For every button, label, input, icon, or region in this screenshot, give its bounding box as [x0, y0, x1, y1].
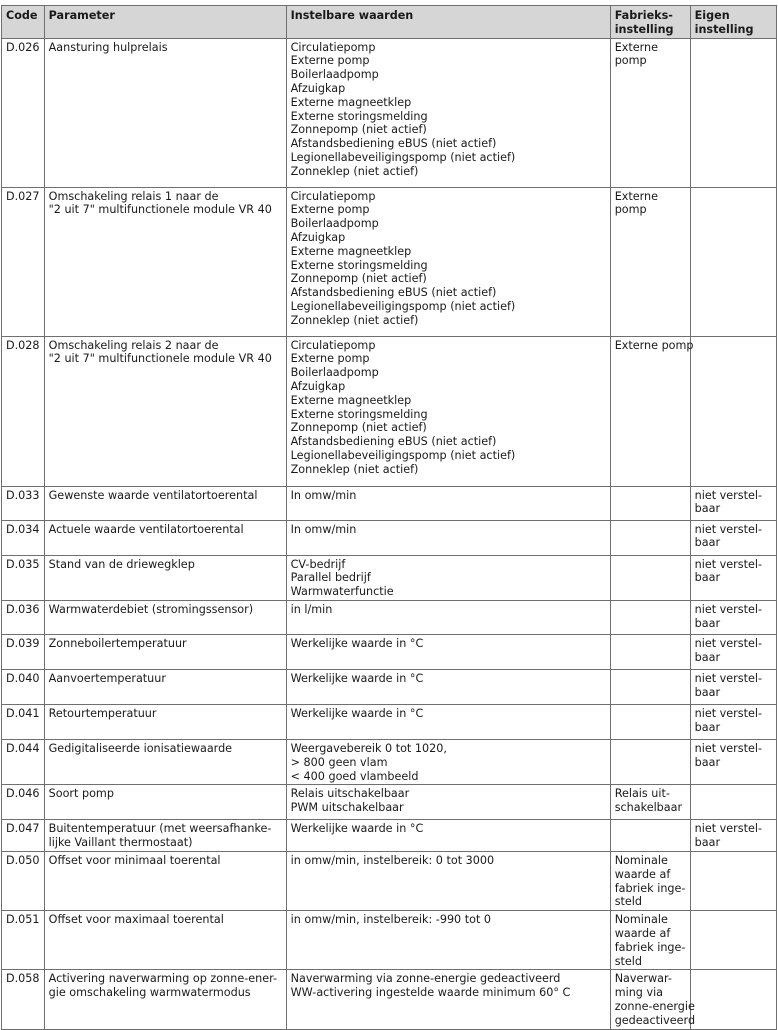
table-row — [2, 704, 777, 739]
code-cell — [2, 555, 45, 600]
text-line: Warmwaterfunctie — [290, 585, 394, 599]
text-line: Externe storingsmelding — [290, 258, 428, 272]
text-line: Nominale — [614, 853, 668, 867]
table-row — [2, 336, 777, 486]
text-line: Naverwar- — [614, 972, 672, 986]
text-line: niet verstel- — [694, 488, 762, 502]
own-setting-cell — [690, 970, 776, 1029]
text-line: Gedigitaliseerde ionisatiewaarde — [48, 741, 233, 755]
factory-setting-cell — [610, 669, 690, 704]
table-row — [2, 38, 777, 187]
values-cell — [286, 336, 610, 486]
text-line: Zonneklep (niet actief) — [290, 164, 419, 178]
text-line: steld — [614, 895, 642, 909]
text-line: Weergavebereik 0 tot 1020, — [290, 741, 447, 755]
factory-setting-cell — [610, 970, 696, 1029]
text-line: > 800 geen vlam — [290, 755, 388, 769]
text-line: waarde af — [614, 867, 671, 881]
text-line: baar — [694, 502, 721, 516]
header-code — [2, 6, 45, 39]
text-line: Zonneklep (niet actief) — [290, 462, 419, 476]
text-line: Werkelijke waarde in °C — [290, 636, 424, 650]
text-line: Boilerlaadpomp — [290, 68, 379, 82]
text-line: pomp — [614, 203, 647, 217]
text-line: gedeactiveerd — [614, 1013, 696, 1027]
own-setting-cell — [690, 669, 776, 704]
code-cell — [2, 669, 45, 704]
text-line: Zonnepomp (niet actief) — [290, 123, 427, 137]
text-line: Externe magneetklep — [290, 393, 412, 407]
text-line: niet verstel- — [694, 671, 762, 685]
text-line: instelling — [694, 22, 754, 36]
header-row — [2, 6, 777, 39]
text-line: D.033 — [6, 488, 40, 502]
table-row — [2, 520, 777, 555]
text-line: niet verstel- — [694, 602, 762, 616]
own-setting-cell — [690, 739, 776, 784]
parameter-cell — [44, 336, 286, 486]
text-line: Stand van de driewegklep — [48, 557, 195, 571]
text-line: Externe storingsmelding — [290, 407, 428, 421]
text-line: baar — [694, 836, 721, 850]
text-line: niet verstel- — [694, 741, 762, 755]
text-line: Naverwarming via zonne-energie gedeactiveerd — [290, 972, 561, 986]
values-cell — [286, 911, 610, 970]
text-line: Boilerlaadpomp — [290, 366, 379, 380]
code-cell — [2, 38, 45, 187]
text-line: D.058 — [6, 972, 40, 986]
table-row — [2, 486, 777, 520]
factory-setting-cell — [610, 634, 690, 669]
text-line: Zonneklep (niet actief) — [290, 313, 419, 327]
text-line: Omschakeling relais 2 naar de — [48, 338, 219, 352]
text-line: Parallel bedrijf — [290, 571, 371, 585]
text-line: Externe pomp — [290, 203, 370, 217]
code-cell — [2, 851, 45, 910]
parameter-cell — [44, 970, 286, 1029]
text-line: Parameter — [48, 9, 115, 22]
text-line: in l/min — [290, 602, 333, 616]
code-cell — [2, 785, 45, 820]
table-row — [2, 970, 777, 1029]
text-line: Gewenste waarde ventilatortoerental — [48, 488, 258, 502]
table-row — [2, 669, 777, 704]
text-line: D.028 — [6, 338, 40, 352]
text-line: Afzuigkap — [290, 379, 346, 393]
table-row — [2, 600, 777, 634]
text-line: baar — [694, 685, 721, 699]
parameter-cell — [44, 38, 286, 187]
text-line: Afzuigkap — [290, 230, 346, 244]
text-line: D.040 — [6, 671, 40, 685]
text-line: Afstandsbediening eBUS (niet actief) — [290, 435, 497, 449]
text-line: fabriek inge- — [614, 940, 686, 954]
factory-setting-cell — [610, 600, 690, 634]
code-cell — [2, 520, 45, 555]
table-row — [2, 634, 777, 669]
text-line: Afstandsbediening eBUS (niet actief) — [290, 286, 497, 300]
table-header — [2, 6, 777, 39]
text-line: Circulatiepomp — [290, 189, 376, 203]
text-line: Werkelijke waarde in °C — [290, 671, 424, 685]
text-line: baar — [694, 720, 721, 734]
text-line: Soort pomp — [48, 787, 114, 801]
text-line: D.026 — [6, 40, 40, 54]
text-line: Eigen — [694, 9, 730, 22]
text-line: Boilerlaadpomp — [290, 217, 379, 231]
text-line: baar — [694, 571, 721, 585]
own-setting-cell — [690, 520, 776, 555]
text-line: Nominale — [614, 913, 668, 927]
text-line: In omw/min — [290, 488, 357, 502]
factory-setting-cell — [610, 851, 690, 910]
parameter-table — [1, 5, 777, 1030]
text-line: steld — [614, 954, 642, 968]
text-line: CV-bedrijf — [290, 557, 346, 571]
factory-setting-cell — [610, 520, 690, 555]
text-line: schakelbaar — [614, 801, 683, 815]
factory-setting-cell — [610, 739, 690, 784]
factory-setting-cell — [610, 187, 690, 336]
factory-setting-cell — [610, 820, 690, 852]
text-line: niet verstel- — [694, 522, 762, 536]
text-line: zonne-energie — [614, 999, 695, 1013]
text-line: Circulatiepomp — [290, 338, 376, 352]
factory-setting-cell — [610, 38, 690, 187]
text-line: Activering naverwarming op zonne-ener- — [48, 972, 278, 986]
text-line: Fabrieks- — [614, 9, 673, 22]
factory-setting-cell — [610, 704, 690, 739]
own-setting-cell — [690, 634, 776, 669]
factory-setting-cell — [610, 336, 694, 486]
text-line: D.034 — [6, 522, 40, 536]
values-cell — [286, 486, 610, 520]
text-line: Retourtemperatuur — [48, 706, 157, 720]
header-own-setting — [690, 6, 776, 39]
code-cell — [2, 600, 45, 634]
text-line: "2 uit 7" multifunctionele module VR 40 — [48, 203, 272, 217]
text-line: < 400 goed vlambeeld — [290, 769, 419, 783]
text-line: Externe pomp — [290, 54, 370, 68]
text-line: Actuele waarde ventilatortoerental — [48, 522, 244, 536]
values-cell — [286, 634, 610, 669]
code-cell — [2, 704, 45, 739]
values-cell — [286, 187, 610, 336]
values-cell — [286, 600, 610, 634]
factory-setting-cell — [610, 555, 690, 600]
values-cell — [286, 704, 610, 739]
text-line: WW-activering ingestelde waarde minimum 60° C — [290, 986, 571, 1000]
parameter-cell — [44, 555, 286, 600]
code-cell — [2, 739, 45, 784]
text-line: niet verstel- — [694, 636, 762, 650]
text-line: PWM uitschakelbaar — [290, 801, 404, 815]
parameter-cell — [44, 820, 286, 852]
code-cell — [2, 911, 45, 970]
text-line: In omw/min — [290, 522, 357, 536]
text-line: Externe magneetklep — [290, 95, 412, 109]
table-row — [2, 739, 777, 784]
values-cell — [286, 669, 610, 704]
values-cell — [286, 555, 610, 600]
table-body — [2, 38, 777, 1029]
values-cell — [286, 38, 610, 187]
text-line: Afzuigkap — [290, 81, 346, 95]
text-line: Werkelijke waarde in °C — [290, 706, 424, 720]
header-factory-setting — [610, 6, 690, 39]
own-setting-cell — [690, 851, 776, 910]
table-row — [2, 820, 777, 852]
text-line: Externe — [614, 189, 659, 203]
text-line: Zonnepomp (niet actief) — [290, 272, 427, 286]
code-cell — [2, 820, 45, 852]
factory-setting-cell — [610, 911, 690, 970]
text-line: baar — [694, 755, 721, 769]
values-cell — [286, 970, 610, 1029]
text-line: Relais uitschakelbaar — [290, 787, 410, 801]
text-line: D.050 — [6, 853, 40, 867]
header-parameter — [44, 6, 286, 39]
code-cell — [2, 634, 45, 669]
text-line: D.047 — [6, 822, 40, 836]
values-cell — [286, 520, 610, 555]
text-line: instelling — [614, 22, 674, 36]
parameter-cell — [44, 486, 286, 520]
text-line: Zonneboilertemperatuur — [48, 636, 187, 650]
text-line: lijke Vaillant thermostaat) — [48, 836, 193, 850]
table-row — [2, 187, 777, 336]
parameter-cell — [44, 634, 286, 669]
own-setting-cell — [690, 785, 776, 820]
text-line: Circulatiepomp — [290, 40, 376, 54]
text-line: Aanvoertemperatuur — [48, 671, 166, 685]
text-line: Legionellabeveiligingspomp (niet actief) — [290, 299, 516, 313]
values-cell — [286, 820, 610, 852]
text-line: fabriek inge- — [614, 881, 686, 895]
table-row — [2, 785, 777, 820]
factory-setting-cell — [610, 785, 690, 820]
text-line: D.046 — [6, 787, 40, 801]
text-line: pomp — [614, 54, 647, 68]
own-setting-cell — [690, 704, 776, 739]
text-line: Legionellabeveiligingspomp (niet actief) — [290, 448, 516, 462]
text-line: D.051 — [6, 913, 40, 927]
table-row — [2, 555, 777, 600]
own-setting-cell — [690, 38, 776, 187]
text-line: Werkelijke waarde in °C — [290, 822, 424, 836]
text-line: D.027 — [6, 189, 40, 203]
text-line: Externe pomp — [614, 338, 694, 352]
header-values — [286, 6, 610, 39]
text-line: D.039 — [6, 636, 40, 650]
code-cell — [2, 970, 45, 1029]
text-line: Buitentemperatuur (met weersafhanke- — [48, 822, 272, 836]
own-setting-cell — [690, 187, 776, 336]
text-line: Legionellabeveiligingspomp (niet actief) — [290, 150, 516, 164]
text-line: Omschakeling relais 1 naar de — [48, 189, 219, 203]
text-line: Relais uit- — [614, 787, 670, 801]
code-cell — [2, 336, 45, 486]
text-line: D.041 — [6, 706, 40, 720]
parameter-cell — [44, 911, 286, 970]
text-line: niet verstel- — [694, 822, 762, 836]
text-line: niet verstel- — [694, 706, 762, 720]
text-line: Afstandsbediening eBUS (niet actief) — [290, 137, 497, 151]
own-setting-cell — [690, 600, 776, 634]
own-setting-cell — [690, 820, 776, 852]
text-line: niet verstel- — [694, 557, 762, 571]
text-line: Externe pomp — [290, 352, 370, 366]
text-line: waarde af — [614, 926, 671, 940]
table-row — [2, 851, 777, 910]
own-setting-cell — [690, 911, 776, 970]
own-setting-cell — [690, 486, 776, 520]
factory-setting-cell — [610, 486, 690, 520]
text-line: Externe storingsmelding — [290, 109, 428, 123]
text-line: Aansturing hulprelais — [48, 40, 168, 54]
parameter-cell — [44, 739, 286, 784]
text-line: D.044 — [6, 741, 40, 755]
text-line: Offset voor maximaal toerental — [48, 913, 224, 927]
parameter-cell — [44, 851, 286, 910]
own-setting-cell — [690, 555, 776, 600]
text-line: in omw/min, instelbereik: 0 tot 3000 — [290, 853, 495, 867]
table-row — [2, 911, 777, 970]
text-line: ming via — [614, 986, 664, 1000]
text-line: D.035 — [6, 557, 40, 571]
text-line: in omw/min, instelbereik: -990 tot 0 — [290, 913, 492, 927]
text-line: "2 uit 7" multifunctionele module VR 40 — [48, 352, 272, 366]
text-line: Externe — [614, 40, 659, 54]
code-cell — [2, 187, 45, 336]
own-setting-cell — [690, 336, 776, 486]
parameter-cell — [44, 785, 286, 820]
parameter-cell — [44, 187, 286, 336]
code-cell — [2, 486, 45, 520]
text-line: Externe magneetklep — [290, 244, 412, 258]
text-line: gie omschakeling warmwatermodus — [48, 986, 251, 1000]
text-line: Warmwaterdebiet (stromingssensor) — [48, 602, 254, 616]
values-cell — [286, 785, 610, 820]
values-cell — [286, 851, 610, 910]
parameter-cell — [44, 520, 286, 555]
text-line: Offset voor minimaal toerental — [48, 853, 221, 867]
text-line: baar — [694, 616, 721, 630]
values-cell — [286, 739, 610, 784]
text-line: baar — [694, 536, 721, 550]
parameter-cell — [44, 600, 286, 634]
text-line: Zonnepomp (niet actief) — [290, 421, 427, 435]
text-line: D.036 — [6, 602, 40, 616]
parameter-cell — [44, 669, 286, 704]
text-line: Instelbare waarden — [290, 9, 414, 22]
parameter-cell — [44, 704, 286, 739]
text-line: Code — [6, 9, 38, 22]
text-line: baar — [694, 650, 721, 664]
